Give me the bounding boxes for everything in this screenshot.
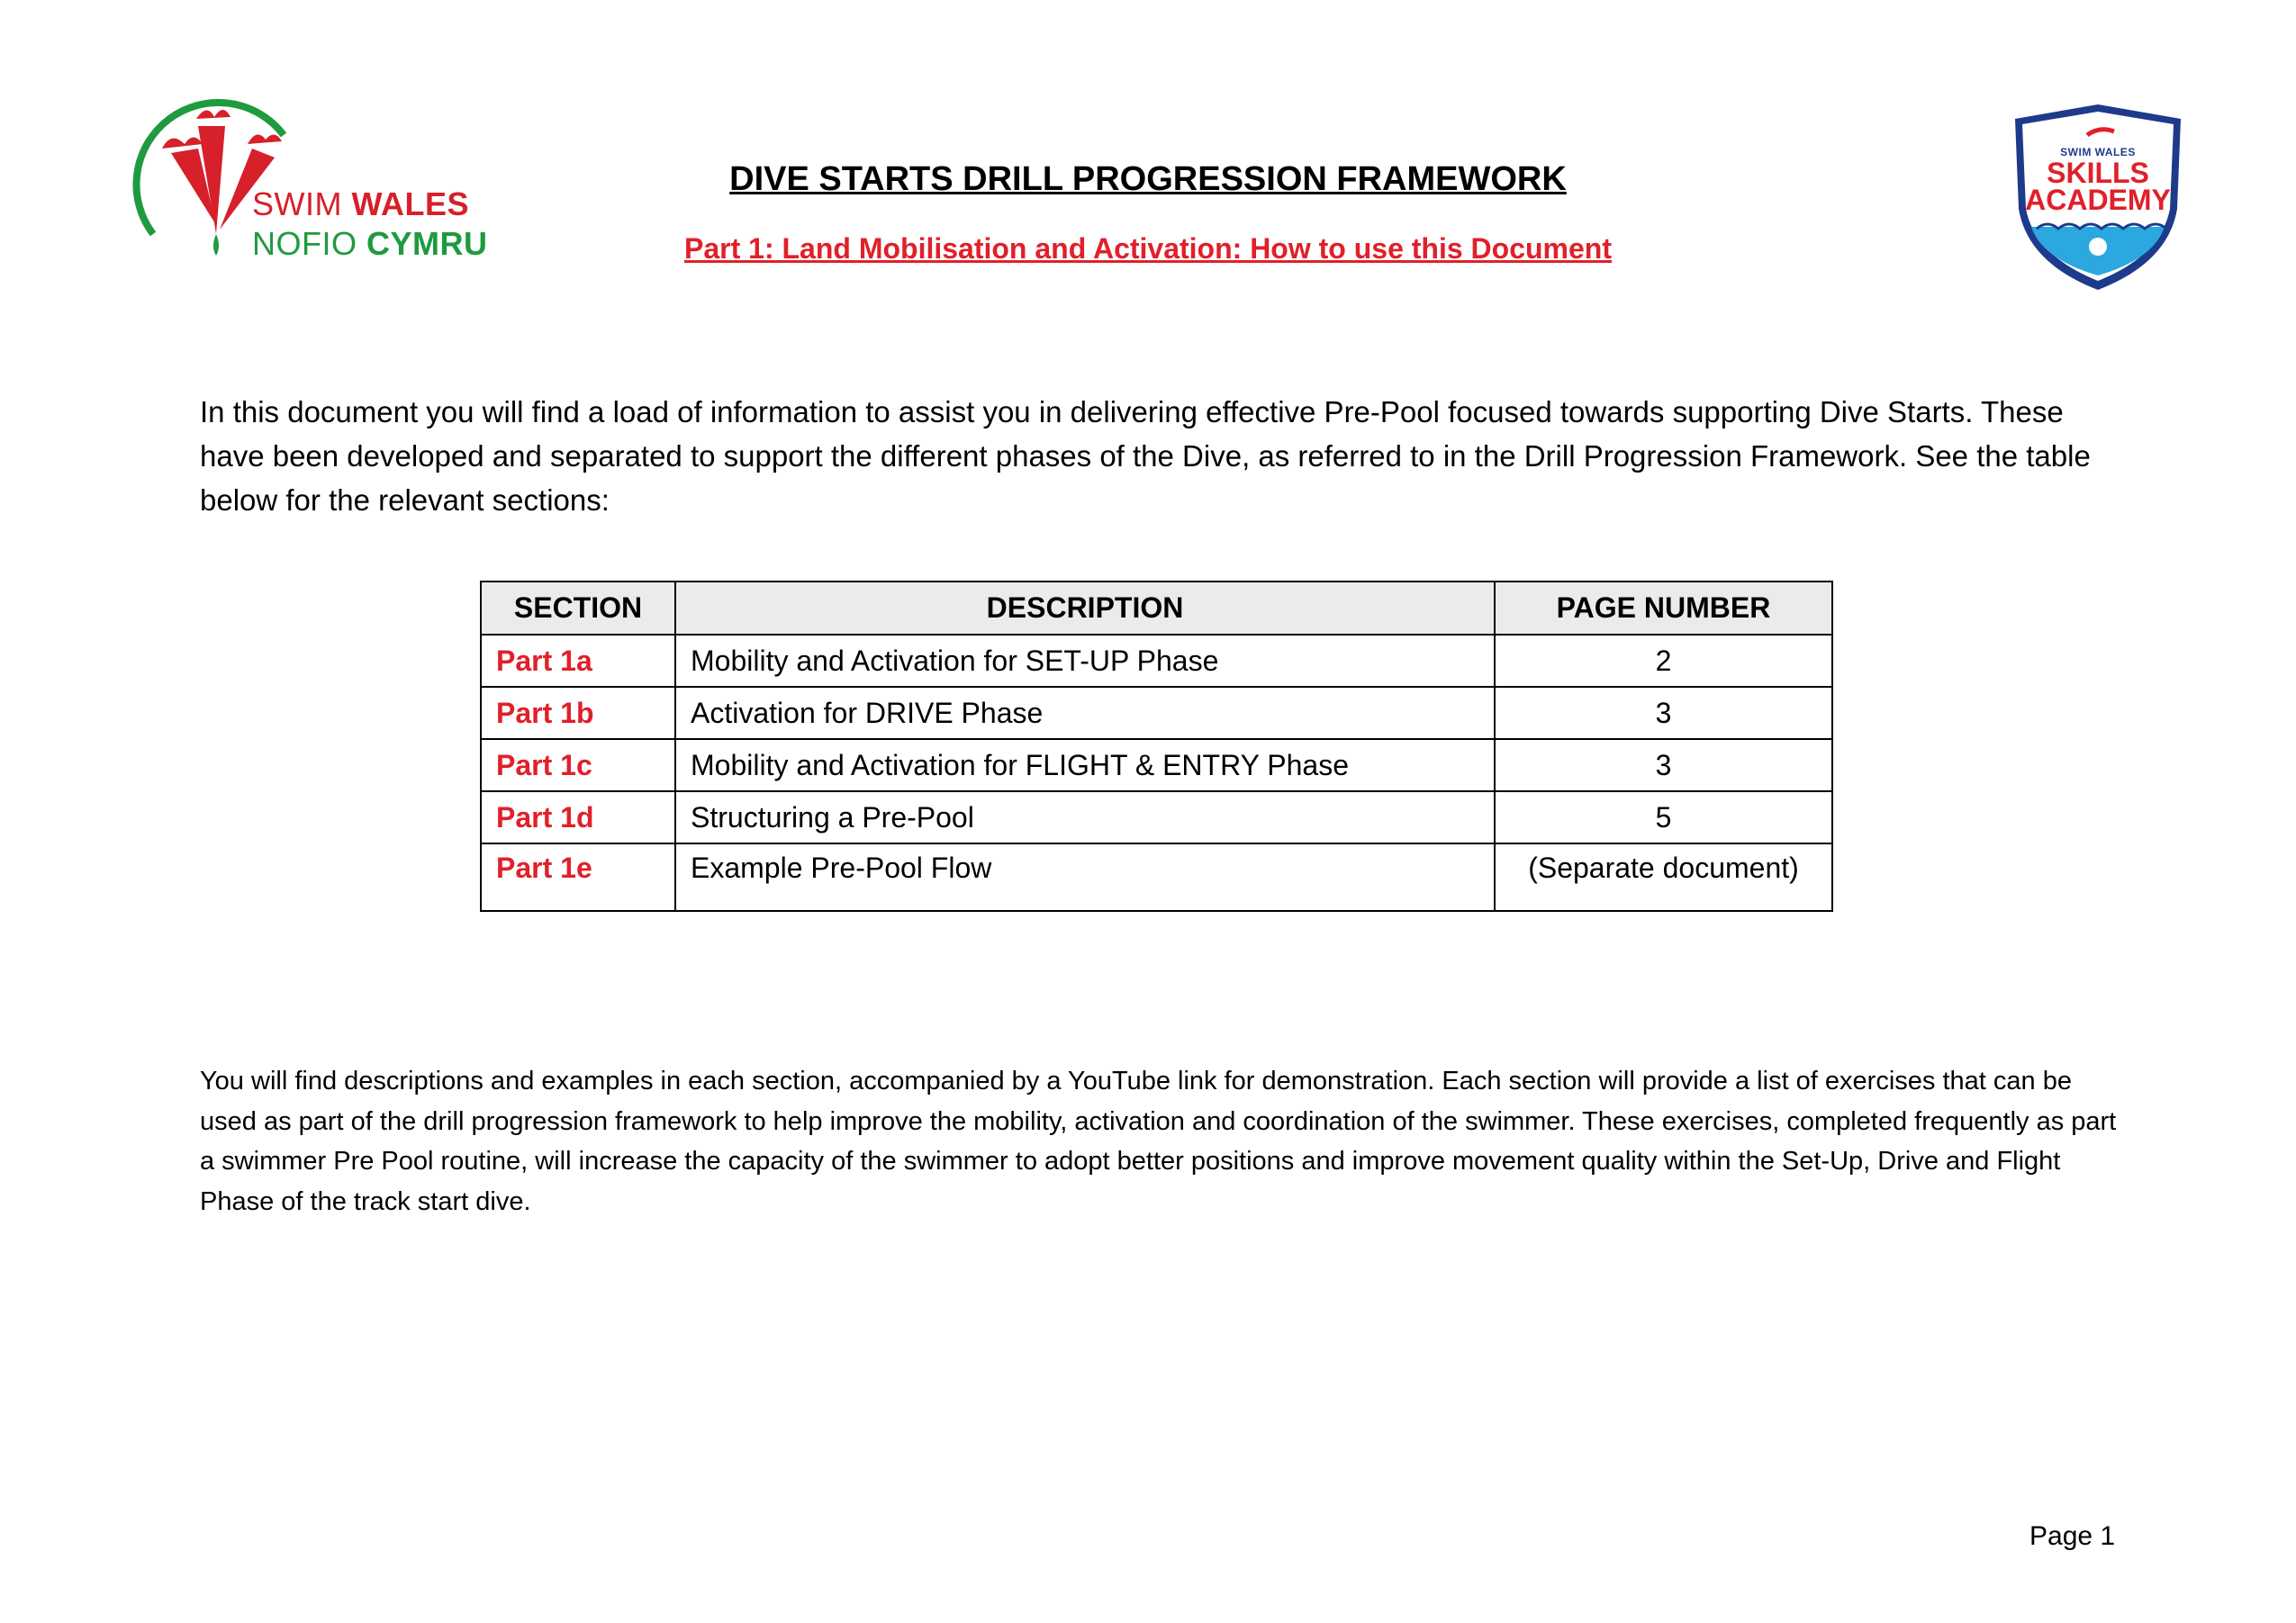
page-number: Page 1	[2029, 1521, 2116, 1551]
badge-title-academy: ACADEMY	[2025, 184, 2171, 216]
page-cell: 2	[1495, 635, 1832, 687]
description-cell: Structuring a Pre-Pool	[675, 791, 1495, 843]
section-cell: Part 1e	[481, 843, 675, 911]
header-description: DESCRIPTION	[675, 582, 1495, 635]
table-row	[481, 635, 1832, 687]
table-row	[481, 739, 1832, 791]
logo-text-wales: WALES	[351, 185, 469, 222]
document-title: DIVE STARTS DRILL PROGRESSION FRAMEWORK	[729, 160, 1567, 198]
logo-text-swim: SWIM	[252, 185, 352, 222]
table-row	[481, 687, 1832, 739]
table-header-row	[481, 582, 1832, 635]
badge-subtitle: SWIM WALES	[2060, 146, 2136, 158]
intro-paragraph: In this document you will find a load of information to assist you in delivering effective Pre-Pool focused towards supporting Dive Starts. These have been developed and separated to support the different phases of the Dive, as referred to in the Drill Progression Framework. See the table below for the relevant sections:	[200, 395, 2091, 517]
logo-text-cymru: CYMRU	[366, 225, 488, 262]
header-section: SECTION	[481, 582, 675, 635]
page-cell: 3	[1495, 687, 1832, 739]
section-cell: Part 1d	[481, 791, 675, 843]
header-page-number: PAGE NUMBER	[1495, 582, 1832, 635]
document-subtitle: Part 1: Land Mobilisation and Activation: How to use this Document	[684, 232, 1612, 265]
page-cell: (Separate document)	[1495, 843, 1832, 911]
table-row	[481, 791, 1832, 843]
section-cell: Part 1a	[481, 635, 675, 687]
page-cell: 5	[1495, 791, 1832, 843]
sections-table	[480, 581, 1833, 912]
page-cell: 3	[1495, 739, 1832, 791]
description-cell: Activation for DRIVE Phase	[675, 687, 1495, 739]
logo-text-nofio: NOFIO	[252, 225, 366, 262]
description-cell: Mobility and Activation for SET-UP Phase	[675, 635, 1495, 687]
badge-title-skills: SKILLS	[2047, 157, 2149, 189]
outro-paragraph: You will find descriptions and examples in each section, accompanied by a YouTube link for demonstration. Each section will provide a list of exercises that can be used as part of the drill progression framework to help improve the mobility, activation and coordination of the swimmer. These exercises, completed frequently as part a swimmer Pre Pool routine, will increase the capacity of the swimmer to adopt better positions and improve movement quality within the Set-Up, Drive and Flight Phase of the track start dive.	[200, 1067, 2117, 1216]
description-cell: Mobility and Activation for FLIGHT & ENTRY Phase	[675, 739, 1495, 791]
section-cell: Part 1b	[481, 687, 675, 739]
description-cell: Example Pre-Pool Flow	[675, 843, 1495, 911]
section-cell: Part 1c	[481, 739, 675, 791]
table-row	[481, 843, 1832, 911]
